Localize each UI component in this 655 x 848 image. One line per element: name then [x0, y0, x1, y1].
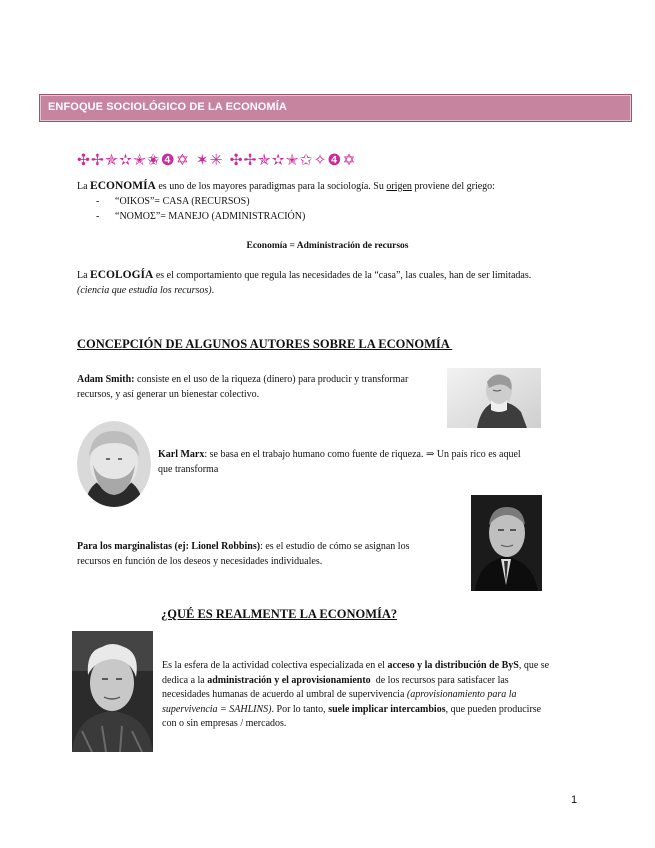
ecologia-note: (ciencia que estudia los recursos) — [77, 284, 212, 296]
italic-note: (aprovisionamiento para la — [406, 689, 517, 700]
text: Es la esfera de la actividad colectiva especializada en el — [162, 660, 388, 671]
text: . — [211, 284, 215, 296]
text: La — [77, 181, 91, 192]
definition-paragraph — [162, 659, 632, 732]
marx-paragraph — [158, 448, 578, 477]
term-economia: ECONOMÍA — [90, 180, 156, 192]
decorative-symbols: ✣✢✯✫✭✬❹✡ ✶✳ ✣✢✯✫✭✩✧❹✡ — [77, 151, 357, 169]
author-name: Karl Marx — [158, 449, 205, 460]
emphasis: acceso y la distribución de ByS — [387, 660, 519, 671]
section-title-autores: CONCEPCIÓN DE ALGUNOS AUTORES SOBRE LA ECONOMÍA — [77, 337, 453, 351]
section-header — [39, 94, 632, 122]
section-title-que-es: ¿QUÉ ES REALMENTE LA ECONOMÍA? — [161, 607, 398, 621]
text: es el comportamiento que regula las necesidades de la “casa”, las cuales, han de ser limitadas. — [153, 270, 532, 281]
page-number: 1 — [571, 794, 578, 806]
text: de los recursos para satisfacer las — [370, 674, 509, 686]
smith-paragraph — [77, 373, 447, 402]
text: , que pueden producirse — [445, 703, 542, 715]
ecologia-paragraph — [77, 268, 637, 298]
text: , que se — [518, 660, 550, 671]
text: necesidades humanas de acuerdo al umbral de supervivencia — [162, 689, 407, 700]
intro-paragraph — [77, 179, 637, 195]
italic-note: supervivencia = SAHLINS) — [162, 703, 272, 715]
text: recursos, y así generar un bienestar colectivo. — [77, 388, 260, 400]
emphasis: administración y el aprovisionamiento — [207, 674, 371, 686]
karl-marx-portrait — [77, 421, 151, 507]
text: es uno de los mayores paradigmas para la sociología. Su — [155, 181, 387, 192]
author-name: Adam Smith: — [77, 374, 135, 385]
bullet-oikos: “OIKOS”= CASA (RECURSOS) — [115, 196, 250, 207]
robbins-paragraph — [77, 540, 447, 569]
text: : es el estudio de cómo se asignan los — [260, 541, 410, 552]
bullet-marker: - — [96, 211, 100, 222]
text: : se basa en el trabajo humano como fuente de riqueza. ⇒ Un país rico es aquel — [204, 449, 521, 460]
formula-line: Economía = Administración de recursos — [246, 241, 409, 251]
text: La — [77, 270, 91, 281]
sahlins-portrait — [72, 631, 153, 752]
adam-smith-portrait — [447, 368, 541, 428]
text: proviene del griego: — [411, 181, 495, 192]
term-ecologia: ECOLOGÍA — [90, 269, 154, 281]
bullet-nomos: “NOMOΣ”= MANEJO (ADMINISTRACIÓN) — [115, 211, 306, 222]
author-name: Para los marginalistas (ej: Lionel Robbins) — [77, 541, 261, 552]
text: dedica a la — [162, 674, 208, 686]
text: consiste en el uso de la riqueza (dinero) para producir y transformar — [134, 374, 409, 385]
term-origen: origen — [386, 181, 412, 192]
section-header-title: ENFOQUE SOCIOLÓGICO DE LA ECONOMÍA — [48, 101, 287, 113]
text: que transforma — [158, 463, 219, 475]
text: con o sin empresas / mercados. — [162, 718, 287, 729]
text: recursos en función de los deseos y necesidades individuales. — [77, 555, 323, 567]
lionel-robbins-portrait — [471, 495, 542, 591]
text: . Por lo tanto, — [271, 703, 329, 715]
bullet-marker: - — [96, 196, 100, 207]
emphasis: suele implicar intercambios — [328, 703, 446, 715]
